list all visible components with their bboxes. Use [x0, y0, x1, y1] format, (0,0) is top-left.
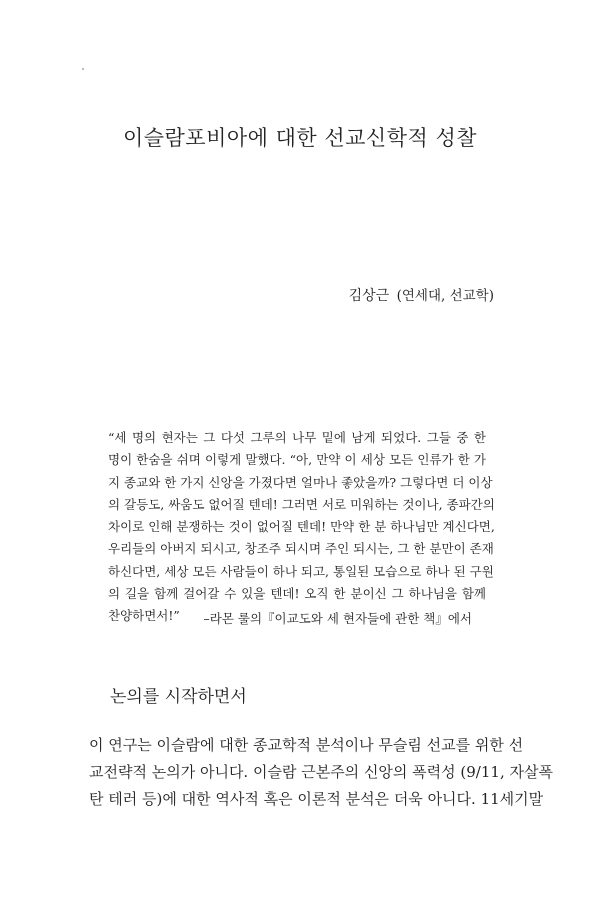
- epigraph-line: “세 명의 현자는 그 다섯 그루의 나무 밑에 남게 되었다. 그들 중 한: [108, 430, 486, 445]
- epigraph-line: 차이로 인해 분쟁하는 것이 없어질 텐데! 만약 한 분 하나님만 계신다면,: [108, 519, 495, 535]
- author-affiliation: (연세대, 선교학): [396, 288, 494, 304]
- body-paragraph: [89, 732, 553, 813]
- epigraph-line: 지 종교와 한 가지 신앙을 가졌다면 얼마나 좋았을까? 그렇다면 더 이상: [108, 474, 493, 490]
- author-line: [349, 284, 494, 305]
- epigraph-line: 하신다면, 세상 모든 사람들이 하나 되고, 통일된 모습으로 하나 된 구원: [108, 563, 494, 579]
- epigraph-line: 찬양하면서!”: [108, 608, 180, 624]
- epigraph-source: –라몬 룰의『이교도와 세 현자들에 관한 책』에서: [203, 611, 472, 626]
- body-line: 이 연구는 이슬람에 대한 종교학적 분석이나 무슬림 선교를 위한 선: [89, 736, 524, 754]
- epigraph-quote: [108, 427, 495, 628]
- author-name: 김상근: [348, 288, 390, 304]
- section-heading: 논의를 시작하면서: [110, 687, 247, 707]
- epigraph-line: 의 길을 함께 걸어갈 수 있을 텐데! 오직 한 분이신 그 하나님을 함께: [108, 586, 486, 602]
- epigraph-line: 의 갈등도, 싸움도 없어질 텐데! 그러면 서로 미워하는 것이나, 종파간의: [108, 496, 495, 512]
- epigraph-line: 명이 한숨을 쉬며 이렇게 말했다. “아, 만약 이 세상 모든 인류가 한 가: [108, 452, 486, 468]
- body-line: 교전략적 논의가 아니다. 이슬람 근본주의 신앙의 폭력성 (9/11, 자살폭: [89, 763, 553, 781]
- scan-mark: [82, 68, 84, 70]
- epigraph-line: 우리들의 아버지 되시고, 창조주 되시며 주인 되시는, 그 한 분만이 존재: [108, 541, 494, 557]
- paper-title: 이슬람포비아에 대한 선교신학적 성찰: [122, 126, 478, 150]
- body-line: 탄 테러 등)에 대한 역사적 혹은 이론적 분석은 더욱 아니다. 11세기말: [89, 790, 544, 808]
